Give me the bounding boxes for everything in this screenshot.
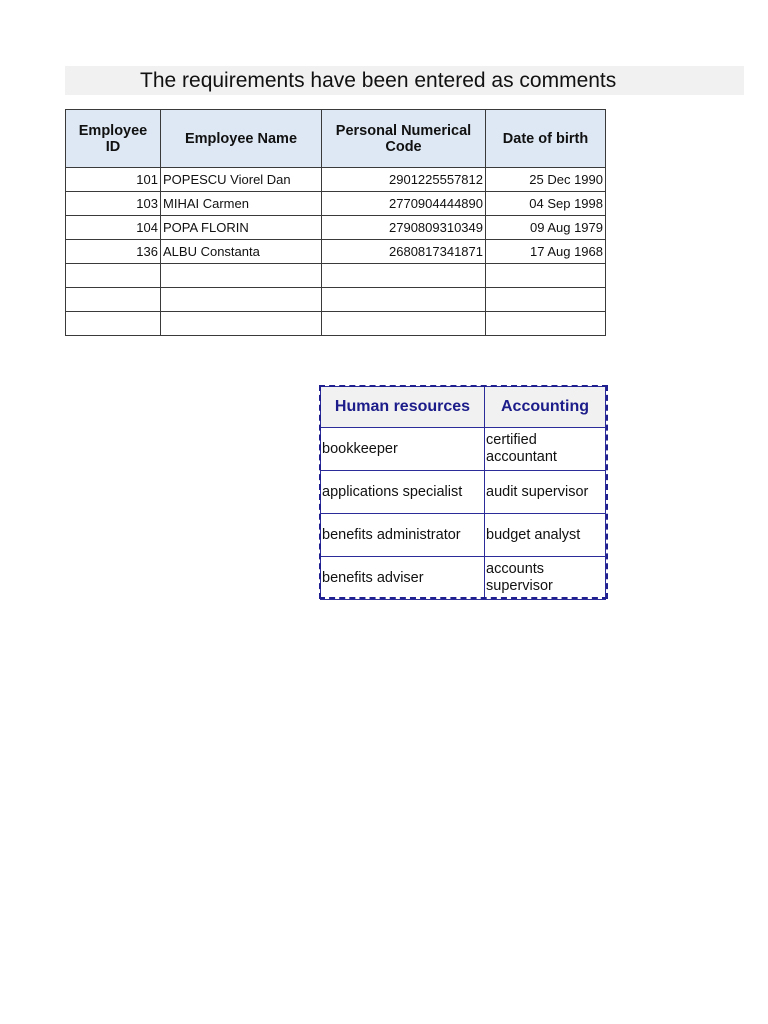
table-row bbox=[66, 216, 606, 240]
cell-accounting-job[interactable]: certified accountant bbox=[485, 428, 606, 471]
cell-personal-code[interactable]: 2790809310349 bbox=[322, 216, 486, 240]
cell-date-of-birth[interactable]: 17 Aug 1968 bbox=[486, 240, 606, 264]
table-row bbox=[66, 312, 606, 336]
cell-employee-id[interactable]: 101 bbox=[66, 168, 161, 192]
cell-employee-id[interactable] bbox=[66, 264, 161, 288]
cell-personal-code[interactable] bbox=[322, 264, 486, 288]
employee-table bbox=[65, 109, 606, 336]
table-row bbox=[66, 168, 606, 192]
cell-employee-id[interactable] bbox=[66, 288, 161, 312]
cell-accounting-job[interactable]: audit supervisor bbox=[485, 471, 606, 514]
cell-hr-job[interactable]: applications specialist bbox=[321, 471, 485, 514]
cell-personal-code[interactable] bbox=[322, 288, 486, 312]
cell-employee-name[interactable]: ALBU Constanta bbox=[161, 240, 322, 264]
departments-header-row bbox=[321, 387, 606, 428]
cell-employee-id[interactable]: 103 bbox=[66, 192, 161, 216]
cell-date-of-birth[interactable]: 25 Dec 1990 bbox=[486, 168, 606, 192]
table-row bbox=[321, 471, 606, 514]
cell-employee-name[interactable]: POPA FLORIN bbox=[161, 216, 322, 240]
cell-employee-id[interactable]: 104 bbox=[66, 216, 161, 240]
cell-employee-name[interactable]: POPESCU Viorel Dan bbox=[161, 168, 322, 192]
header-date-of-birth[interactable]: Date of birth bbox=[486, 110, 606, 168]
cell-employee-name[interactable] bbox=[161, 312, 322, 336]
header-human-resources[interactable]: Human resources bbox=[321, 387, 485, 428]
cell-employee-id[interactable]: 136 bbox=[66, 240, 161, 264]
cell-date-of-birth[interactable] bbox=[486, 264, 606, 288]
table-row bbox=[66, 240, 606, 264]
cell-employee-id[interactable] bbox=[66, 312, 161, 336]
table-row bbox=[66, 288, 606, 312]
departments-table bbox=[320, 386, 606, 600]
cell-date-of-birth[interactable] bbox=[486, 312, 606, 336]
cell-employee-name[interactable] bbox=[161, 288, 322, 312]
table-row bbox=[321, 514, 606, 557]
cell-personal-code[interactable] bbox=[322, 312, 486, 336]
cell-employee-name[interactable]: MIHAI Carmen bbox=[161, 192, 322, 216]
cell-employee-name[interactable] bbox=[161, 264, 322, 288]
cell-personal-code[interactable]: 2770904444890 bbox=[322, 192, 486, 216]
cell-accounting-job[interactable]: accounts supervisor bbox=[485, 557, 606, 600]
cell-hr-job[interactable]: benefits administrator bbox=[321, 514, 485, 557]
requirements-banner-text: The requirements have been entered as comments bbox=[140, 69, 617, 92]
header-employee-id[interactable]: Employee ID bbox=[66, 110, 161, 168]
cell-personal-code[interactable]: 2901225557812 bbox=[322, 168, 486, 192]
cell-date-of-birth[interactable] bbox=[486, 288, 606, 312]
cell-accounting-job[interactable]: budget analyst bbox=[485, 514, 606, 557]
requirements-banner[interactable] bbox=[65, 66, 744, 95]
header-employee-name[interactable]: Employee Name bbox=[161, 110, 322, 168]
table-row bbox=[66, 192, 606, 216]
cell-personal-code[interactable]: 2680817341871 bbox=[322, 240, 486, 264]
cell-date-of-birth[interactable]: 09 Aug 1979 bbox=[486, 216, 606, 240]
table-row bbox=[321, 557, 606, 600]
cell-hr-job[interactable]: bookkeeper bbox=[321, 428, 485, 471]
table-row bbox=[66, 264, 606, 288]
table-row bbox=[321, 428, 606, 471]
employee-table-header-row bbox=[66, 110, 606, 168]
header-personal-numerical-code[interactable]: Personal Numerical Code bbox=[322, 110, 486, 168]
header-accounting[interactable]: Accounting bbox=[485, 387, 606, 428]
cell-hr-job[interactable]: benefits adviser bbox=[321, 557, 485, 600]
cell-date-of-birth[interactable]: 04 Sep 1998 bbox=[486, 192, 606, 216]
